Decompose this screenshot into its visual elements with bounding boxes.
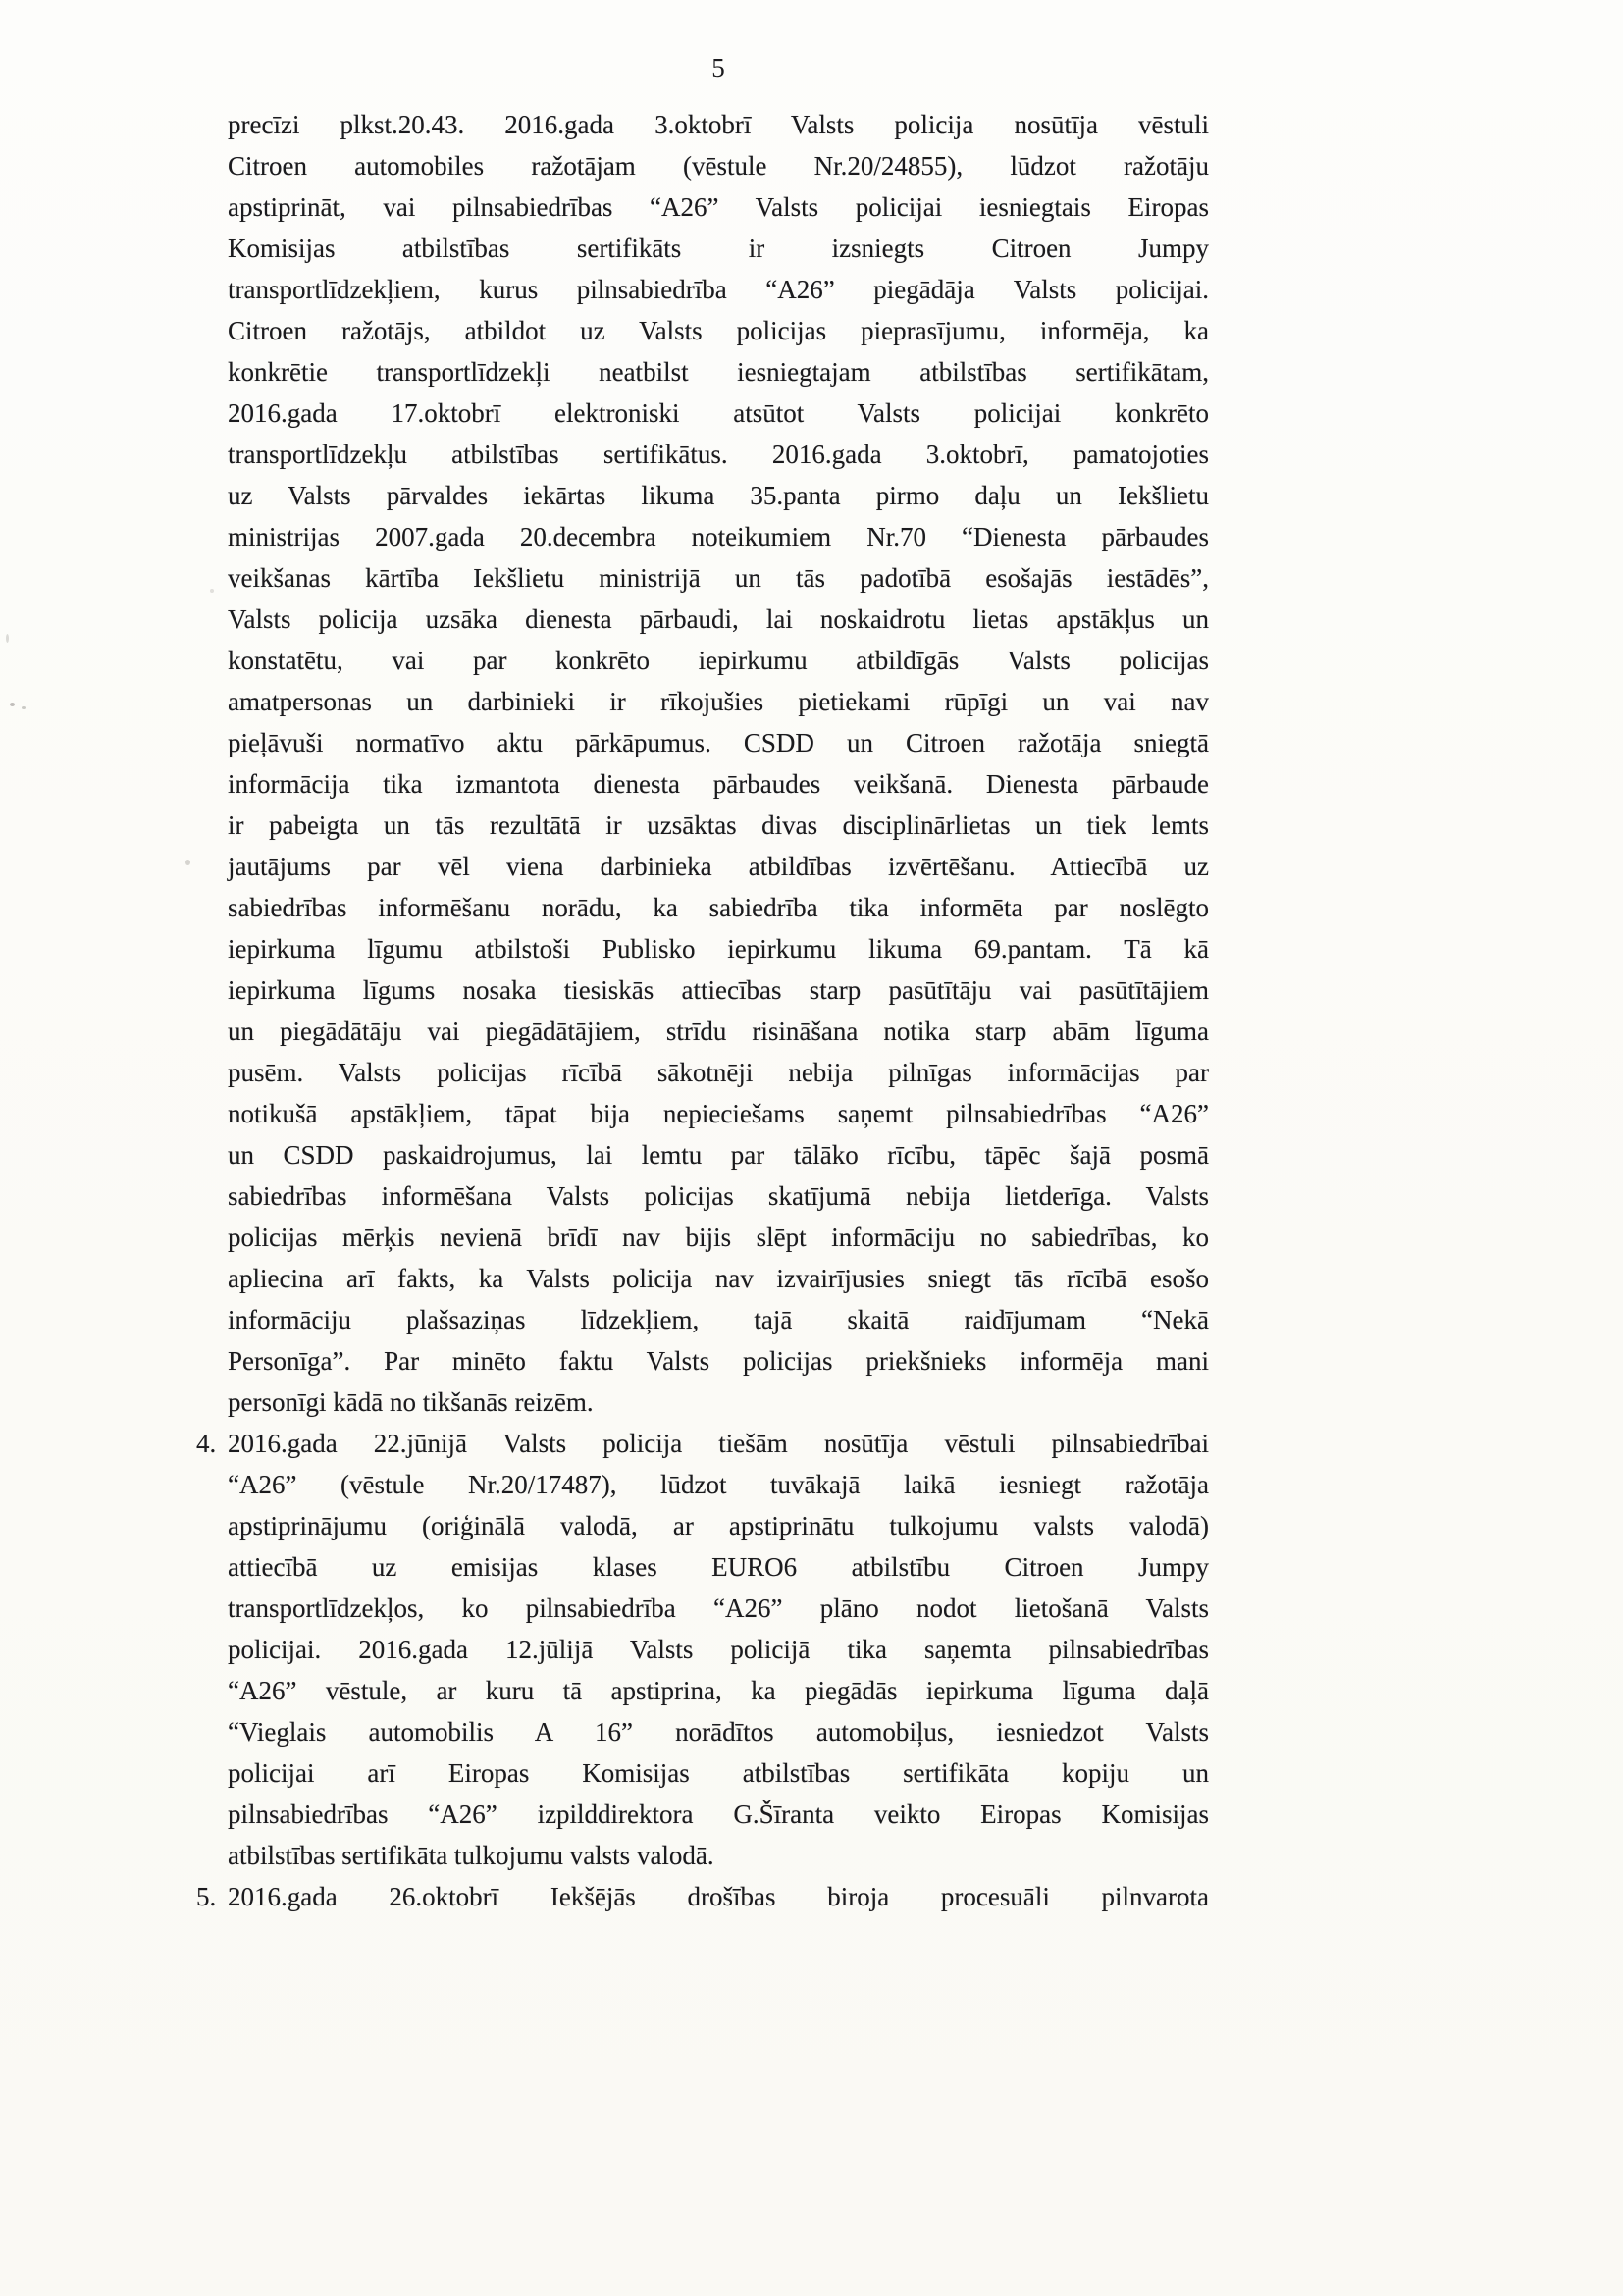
scan-speck <box>10 703 15 706</box>
text-line: ir pabeigta un tās rezultātā ir uzsāktas divas disciplinārlietas un tiek lemts <box>228 810 1209 840</box>
text-line: “A26” (vēstule Nr.20/17487), lūdzot tuvākajā laikā iesniegt ražotāja <box>228 1470 1209 1499</box>
text-line: Valsts policija uzsāka dienesta pārbaudi, lai noskaidrotu lietas apstākļus un <box>228 604 1209 634</box>
list-item-number: 4. <box>196 1429 217 1458</box>
text-line: apstiprināt, vai pilnsabiedrības “A26” Valsts policijai iesniegtais Eiropas <box>228 192 1209 222</box>
list-item-4 <box>196 1423 1209 1876</box>
scan-speck <box>210 589 214 593</box>
text-line: ministrijas 2007.gada 20.decembra noteikumiem Nr.70 “Dienesta pārbaudes <box>228 522 1209 551</box>
scan-speck <box>185 860 190 865</box>
text-line: transportlīdzekļos, ko pilnsabiedrība “A26” plāno nodot lietošanā Valsts <box>228 1593 1209 1623</box>
paragraph-item-3-continuation <box>228 104 1209 1423</box>
text-line: Citroen ražotājs, atbildot uz Valsts policijas pieprasījumu, informēja, ka <box>228 316 1209 345</box>
text-line: jautājums par vēl viena darbinieka atbildības izvērtēšanu. Attiecībā uz <box>228 852 1209 881</box>
scan-speck <box>22 706 26 709</box>
text-line: attiecībā uz emisijas klases EURO6 atbilstību Citroen Jumpy <box>228 1552 1209 1582</box>
text-line: iepirkuma līgumu atbilstoši Publisko iepirkumu likuma 69.pantam. Tā kā <box>228 934 1209 964</box>
text-line: apliecina arī fakts, ka Valsts policija nav izvairījusies sniegt tās rīcībā esošo <box>228 1264 1209 1293</box>
text-line: transportlīdzekļu atbilstības sertifikātus. 2016.gada 3.oktobrī, pamatojoties <box>228 440 1209 469</box>
text-line: un CSDD paskaidrojumus, lai lemtu par tālāko rīcību, tāpēc šajā posmā <box>228 1140 1209 1170</box>
page-number: 5 <box>711 53 725 82</box>
text-line: transportlīdzekļiem, kurus pilnsabiedrība “A26” piegādāja Valsts policijai. <box>228 275 1209 304</box>
text-body <box>196 104 1209 1917</box>
text-line: atbilstības sertifikāta tulkojumu valsts valodā. <box>228 1841 714 1870</box>
text-line: precīzi plkst.20.43. 2016.gada 3.oktobrī Valsts policija nosūtīja vēstuli <box>228 110 1209 139</box>
text-line: policijai. 2016.gada 12.jūlijā Valsts policijā tika saņemta pilnsabiedrības <box>228 1635 1209 1664</box>
text-line: iepirkuma līgums nosaka tiesiskās attiecības starp pasūtītāju vai pasūtītājiem <box>228 975 1209 1005</box>
text-line: sabiedrības informēšanu norādu, ka sabiedrība tika informēta par noslēgto <box>228 893 1209 922</box>
text-line: Citroen automobiles ražotājam (vēstule Nr.20/24855), lūdzot ražotāju <box>228 151 1209 181</box>
text-line: sabiedrības informēšana Valsts policijas skatījumā nebija lietderīga. Valsts <box>228 1181 1209 1211</box>
text-line: 2016.gada 22.jūnijā Valsts policija tiešām nosūtīja vēstuli pilnsabiedrībai <box>228 1429 1209 1458</box>
text-line: personīgi kādā no tikšanās reizēm. <box>228 1387 594 1417</box>
text-line: un piegādātāju vai piegādātājiem, strīdu risināšana notika starp abām līguma <box>228 1017 1209 1046</box>
text-line: pusēm. Valsts policijas rīcībā sākotnēji nebija pilnīgas informācijas par <box>228 1058 1209 1087</box>
text-line: Personīga”. Par minēto faktu Valsts policijas priekšnieks informēja mani <box>228 1346 1209 1376</box>
text-line: pieļāvuši normatīvo aktu pārkāpumus. CSDD un Citroen ražotāja sniegtā <box>228 728 1209 757</box>
text-line: informācija tika izmantota dienesta pārbaudes veikšanā. Dienesta pārbaude <box>228 769 1209 799</box>
text-line: amatpersonas un darbinieki ir rīkojušies pietiekami rūpīgi un vai nav <box>228 687 1209 716</box>
text-line: informāciju plašsaziņas līdzekļiem, tajā skaitā raidījumam “Nekā <box>228 1305 1209 1334</box>
list-item-5 <box>196 1876 1209 1917</box>
text-line: konstatētu, vai par konkrēto iepirkumu atbildīgās Valsts policijas <box>228 646 1209 675</box>
text-line: pilnsabiedrības “A26” izpilddirektora G.Šīranta veikto Eiropas Komisijas <box>228 1800 1209 1829</box>
text-line: 2016.gada 26.oktobrī Iekšējās drošības biroja procesuāli pilnvarota <box>228 1882 1209 1911</box>
text-line: apstiprinājumu (oriģinālā valodā, ar apstiprinātu tulkojumu valsts valodā) <box>228 1511 1209 1540</box>
text-line: veikšanas kārtība Iekšlietu ministrijā un tās padotībā esošajās iestādēs”, <box>228 563 1209 593</box>
list-item-number: 5. <box>196 1882 217 1911</box>
text-line: notikušā apstākļiem, tāpat bija nepieciešams saņemt pilnsabiedrības “A26” <box>228 1099 1209 1128</box>
text-line: policijai arī Eiropas Komisijas atbilstības sertifikāta kopiju un <box>228 1758 1209 1788</box>
text-line: 2016.gada 17.oktobrī elektroniski atsūtot Valsts policijai konkrēto <box>228 398 1209 428</box>
scan-speck <box>6 634 9 643</box>
text-line: “A26” vēstule, ar kuru tā apstiprina, ka piegādās iepirkuma līguma daļā <box>228 1676 1209 1705</box>
text-line: konkrētie transportlīdzekļi neatbilst iesniegtajam atbilstības sertifikātam, <box>228 357 1209 387</box>
text-line: uz Valsts pārvaldes iekārtas likuma 35.panta pirmo daļu un Iekšlietu <box>228 481 1209 510</box>
text-line: “Vieglais automobilis A 16” norādītos automobiļus, iesniedzot Valsts <box>228 1717 1209 1747</box>
text-line: Komisijas atbilstības sertifikāts ir izsniegts Citroen Jumpy <box>228 234 1209 263</box>
text-line: policijas mērķis nevienā brīdī nav bijis slēpt informāciju no sabiedrības, ko <box>228 1223 1209 1252</box>
